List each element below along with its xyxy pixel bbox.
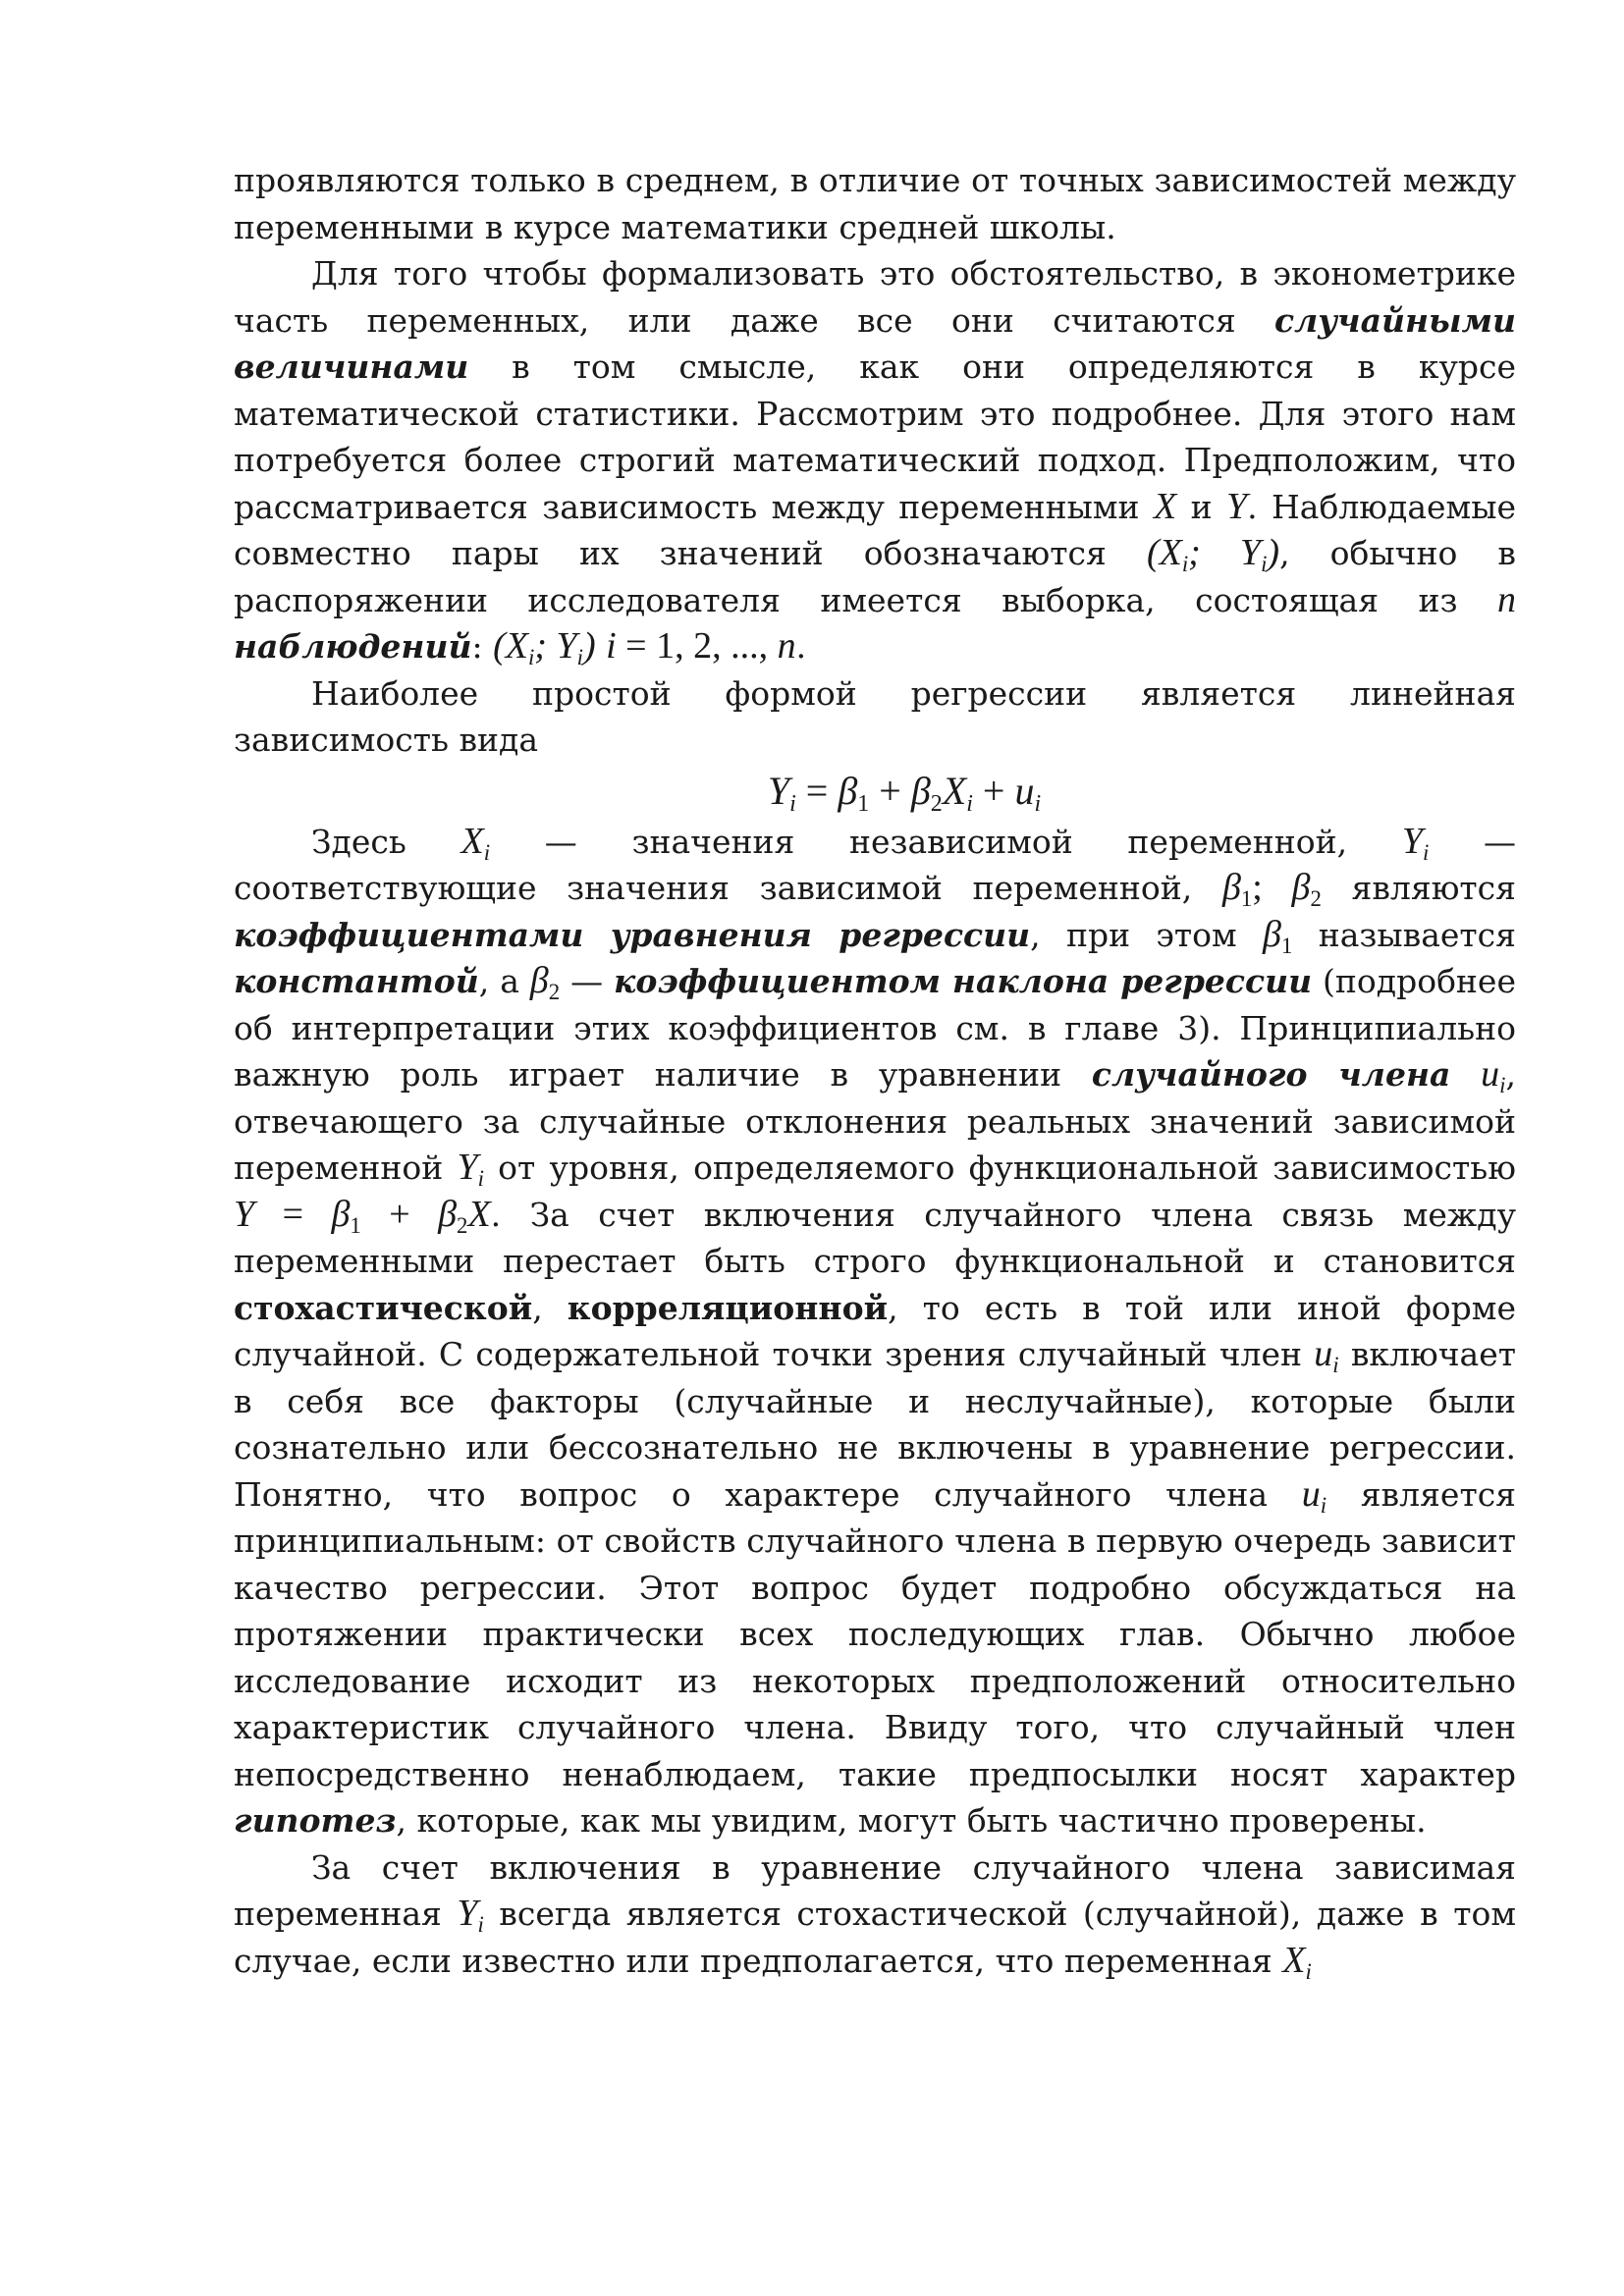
term-regression-coefficients: коэффициентами уравнения регрессии [234, 915, 1031, 954]
text: , то есть в той или иной форме случайной. С содержательной точки зрения случайный член [234, 1288, 1517, 1373]
math-subscript: i [1320, 1492, 1327, 1518]
math-part: (X [493, 625, 528, 667]
text: (подробнее об интерпретации этих коэффициентов см. в главе 3). Принципиально важную роль играет наличие в уравнении [234, 962, 1516, 1094]
math-part: β [1221, 867, 1241, 908]
math-subscript: i [1034, 790, 1042, 817]
math-x: X [1153, 485, 1177, 527]
math-n: n [1497, 578, 1516, 620]
text: — значения независимой переменной, [490, 822, 1402, 861]
text: от уровня, определяемого функциональной зависимостью [483, 1148, 1516, 1187]
math-part: X [467, 1193, 491, 1235]
math-part: ; [1252, 867, 1292, 908]
term-random-term: случайного члена [1091, 1055, 1451, 1094]
math-pair [1146, 532, 1280, 576]
math-part: (X [1146, 532, 1182, 573]
math-part: Y [457, 1893, 478, 1934]
math-part: ) [1267, 532, 1280, 573]
math-yi [1401, 820, 1430, 865]
term-observations: наблюдений [234, 627, 472, 666]
math-xi [460, 820, 491, 865]
math-y: Y [1225, 485, 1248, 527]
page-body [234, 157, 1516, 1984]
text: — [560, 962, 614, 1000]
math-part: u [1301, 1472, 1321, 1515]
text: Для того чтобы формализовать это обстоятельство, в эконометрике часть переменных, или даже все они считаются [234, 254, 1516, 340]
term-random-variables: случайными величинами [234, 300, 1516, 386]
text: является принципиальным: от свойств случайного члена в первую очередь зависит качество регрессии. Этот вопрос будет подробно обсуждаться на протяжении практически всех последующих глав. Обычно любое исследование исходит из некоторых предположений относительно характеристик случайного члена. Ввиду того, что случайный член непосредственно ненаблюдаем, такие предпосылки носят характер [234, 1474, 1516, 1793]
math-subscript: i [966, 790, 973, 817]
math-subscript: 1 [1240, 885, 1253, 911]
math-subscript: 2 [548, 979, 561, 1004]
math-part: u [1014, 768, 1035, 813]
math-part: Y [767, 768, 790, 813]
math-part: Y [234, 1193, 255, 1235]
text: За счет включения в уравнение случайного члена зависимая переменная [234, 1847, 1516, 1933]
math-subscript: i [477, 1911, 484, 1937]
math-part: β [1263, 913, 1281, 955]
text: включает в себя все факторы (случайные и неслучайные), которые были сознательно или бессознательно не включены в уравнение регрессии. Понятно, что вопрос о характере случайного члена [234, 1335, 1516, 1514]
regression-equation [234, 764, 1516, 819]
math-subscript: 1 [857, 790, 870, 817]
math-subscript: i [576, 644, 583, 669]
text: , обычно в распоряжении исследователя имеется выборка, состоящая из [234, 534, 1517, 619]
math-part: + [360, 1193, 439, 1235]
text: , отвечающего за случайные отклонения реальных значений зависимой переменной [234, 1055, 1516, 1187]
math-part: β [838, 768, 858, 813]
math-index-range [606, 625, 796, 667]
paragraph-3 [234, 670, 1516, 764]
text: — соответствующие значения зависимой переменной, [234, 822, 1516, 907]
math-part: u [1314, 1333, 1333, 1374]
math-subscript: i [1499, 1072, 1506, 1097]
math-part: n [777, 625, 796, 667]
math-subscript: 1 [1280, 933, 1293, 958]
math-subscript: i [477, 1165, 484, 1191]
term-correlational: корреляционной [567, 1288, 889, 1327]
text: в том смысле, как они определяются в курсе математической статистики. Рассмотрим это подробнее. Для этого нам потребуется более строгий математический подход. Предположим, что рассматривается зависимость между переменными [234, 347, 1516, 526]
math-subscript: i [1422, 839, 1430, 865]
text [1450, 1055, 1481, 1094]
math-beta1 [1263, 913, 1293, 958]
math-subscript: i [483, 839, 491, 865]
math-part: Y [457, 1147, 478, 1188]
term-slope-coefficient: коэффициентом наклона регрессии [614, 962, 1313, 1000]
math-beta2 [529, 960, 561, 1004]
math-subscript: i [789, 790, 796, 817]
math-part: β [910, 768, 931, 813]
text: , которые, как мы увидим, могут быть частично проверены. [396, 1801, 1427, 1840]
math-part: i [606, 625, 617, 667]
text: Здесь [311, 822, 461, 861]
math-part: u [1481, 1053, 1500, 1095]
text: , [532, 1288, 568, 1327]
math-subscript: i [527, 644, 535, 669]
text: . За счет включения случайного члена связь между переменными перестает быть строго функциональной и становится [234, 1195, 1516, 1280]
text: называется [1292, 915, 1516, 954]
math-subscript: i [1305, 1958, 1312, 1984]
math-pair-2 [493, 625, 596, 667]
math-subscript: i [1332, 1352, 1339, 1377]
math-ui-3 [1301, 1472, 1327, 1518]
math-part: + [972, 768, 1015, 813]
term-constant: константой [234, 962, 479, 1000]
paragraph-5 [234, 1844, 1516, 1985]
paragraph-4 [234, 819, 1516, 1844]
text: всегда является стохастической (случайной), даже в том случае, если известно или предполагается, что переменная [234, 1895, 1516, 1980]
math-part: X [942, 768, 967, 813]
math-subscript: i [1261, 551, 1268, 576]
math-part: = [795, 768, 839, 813]
text: : [471, 627, 494, 666]
math-part: ) [582, 625, 596, 667]
math-ui [1481, 1053, 1505, 1095]
text: Наиболее простой формой регрессии является линейная зависимость вида [234, 673, 1516, 759]
math-subscript: i [1181, 551, 1189, 576]
math-part: ; Y [1188, 532, 1262, 573]
text: , при этом [1030, 915, 1264, 954]
text: , а [478, 962, 530, 1000]
math-subscript: 2 [457, 1212, 468, 1238]
math-part: = [254, 1193, 332, 1235]
text: являются [1321, 869, 1516, 907]
paragraph-1 [234, 157, 1516, 250]
text: . [795, 627, 807, 666]
text: . Наблюдаемые совместно пары их значений обозначаются [234, 487, 1516, 572]
math-subscript: 1 [350, 1212, 361, 1238]
math-yi-3 [457, 1893, 484, 1937]
math-subscript: 2 [1310, 885, 1322, 911]
text [596, 627, 607, 666]
math-betas [1221, 867, 1322, 911]
paragraph-2 [234, 250, 1516, 670]
math-yi-2 [457, 1147, 484, 1191]
math-part: β [529, 960, 549, 1001]
text: проявляются только в среднем, в отличие от точных зависимостей между переменными в курсе математики средней школы. [234, 161, 1516, 246]
math-part: + [869, 768, 911, 813]
math-part: X [1282, 1939, 1306, 1981]
math-xi-2 [1282, 1939, 1312, 1984]
math-part: β [438, 1193, 458, 1235]
math-ui-2 [1314, 1333, 1339, 1377]
text: и [1176, 487, 1226, 526]
math-part: β [331, 1193, 351, 1235]
math-part: = 1, 2, ..., [616, 625, 778, 667]
math-part: ; Y [534, 625, 577, 667]
math-part: Y [1401, 820, 1423, 862]
math-part: β [1291, 867, 1311, 908]
term-stochastic: стохастической [234, 1288, 533, 1327]
math-part: X [460, 820, 484, 862]
term-hypotheses: гипотез [234, 1801, 397, 1840]
math-function [234, 1193, 491, 1238]
math-subscript: 2 [930, 790, 943, 817]
